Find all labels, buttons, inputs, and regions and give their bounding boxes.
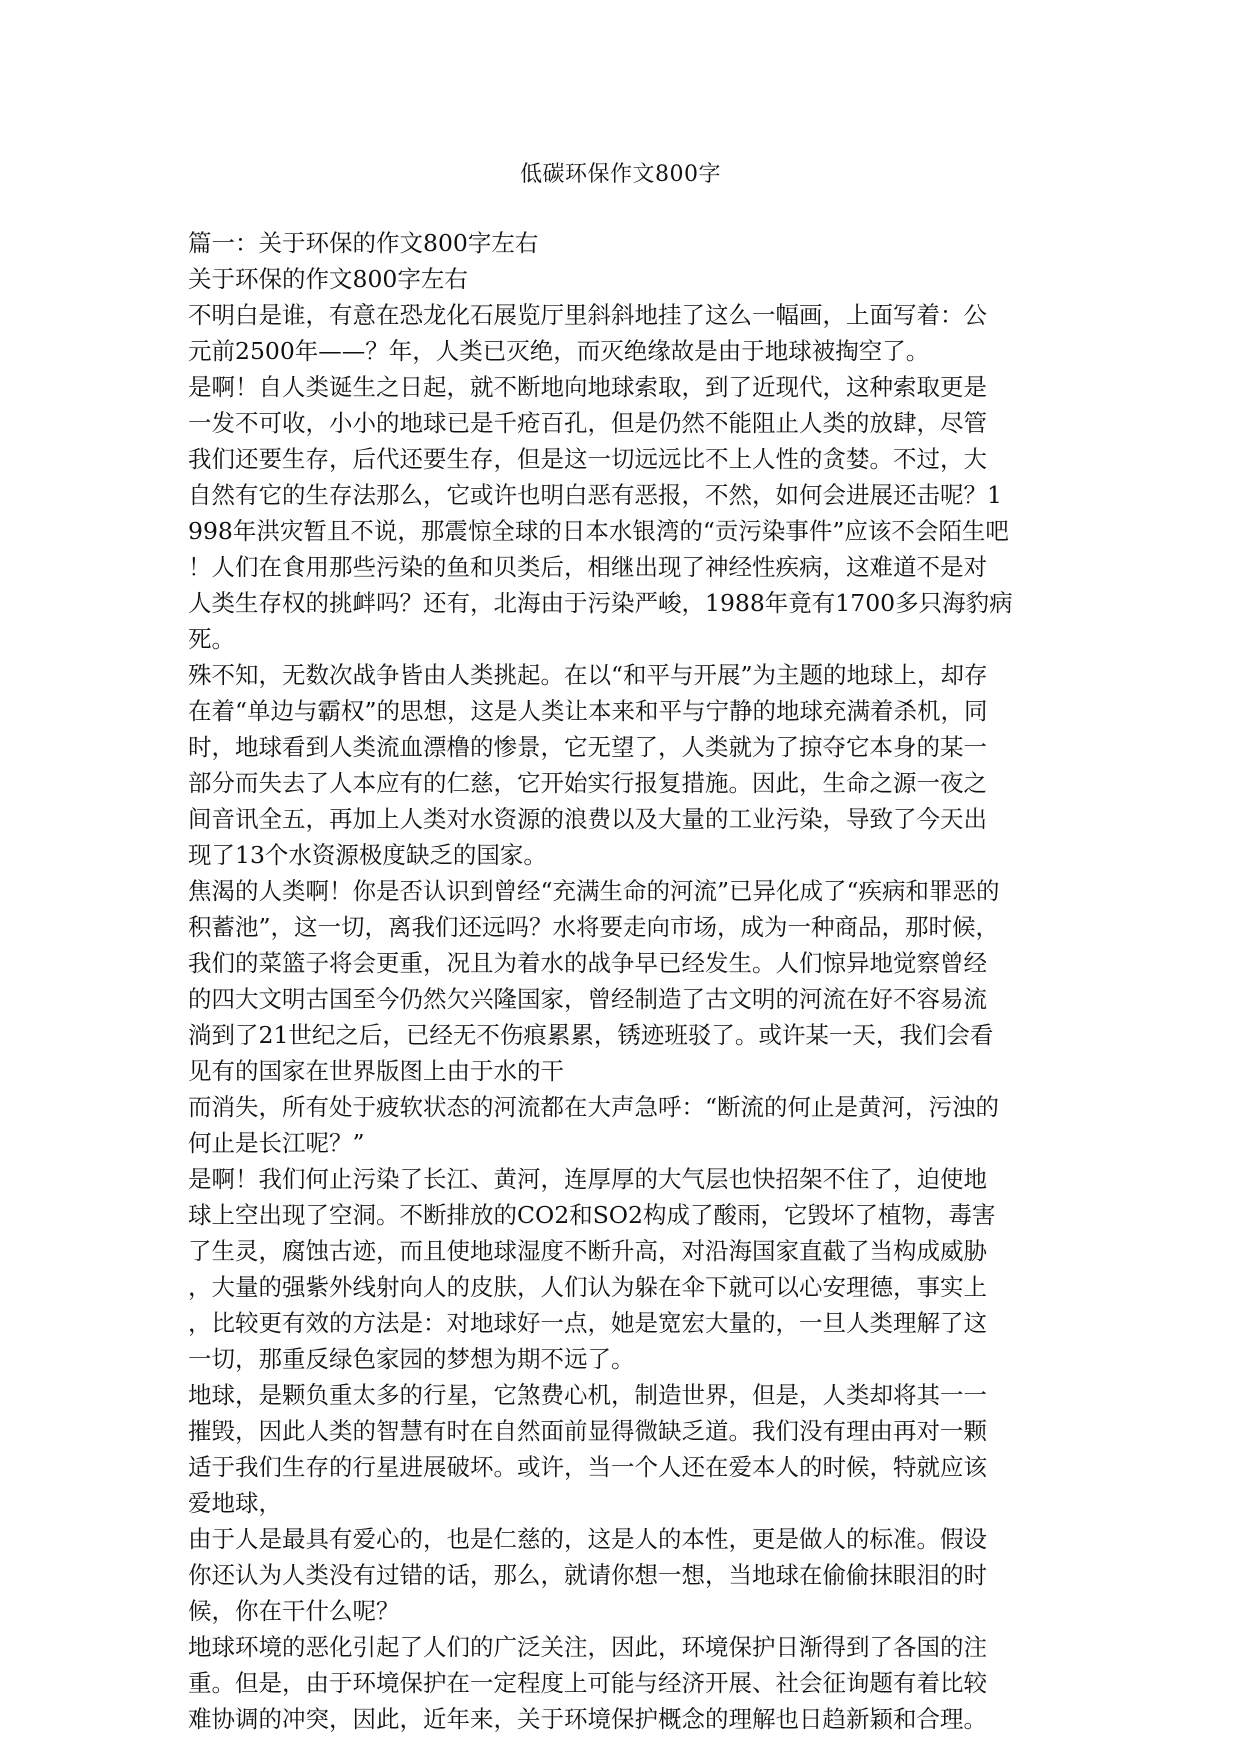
text-line: 由于人是最具有爱心的，也是仁慈的，这是人的本性，更是做人的标准。假设 (188, 1525, 987, 1553)
text-line: 不明白是谁，有意在恐龙化石展览厅里斜斜地挂了这么一幅画，上面写着：公 (188, 301, 987, 329)
text-line: 你还认为人类没有过错的话，那么，就请你想一想，当地球在偷偷抹眼泪的时 (188, 1561, 987, 1589)
text-line: 地球环境的恶化引起了人们的广泛关注，因此，环境保护日渐得到了各国的注 (188, 1633, 987, 1661)
text-line: 是啊！自人类诞生之日起，就不断地向地球索取，到了近现代，这种索取更是 (188, 373, 987, 401)
text-line: 间音讯全五，再加上人类对水资源的浪费以及大量的工业污染，导致了今天出 (188, 805, 987, 833)
text-line: 见有的国家在世界版图上由于水的干 (188, 1057, 564, 1085)
text-line: ，大量的强紫外线射向人的皮肤，人们认为躲在伞下就可以心安理德，事实上 (188, 1273, 987, 1301)
text-line: 适于我们生存的行星进展破坏。或许，当一个人还在爱本人的时候，特就应该 (188, 1453, 987, 1481)
text-line: 积蓄池”，这一切，离我们还远吗？水将要走向市场，成为一种商品，那时候， (188, 913, 1000, 941)
text-line: 的四大文明古国至今仍然欠兴隆国家，曾经制造了古文明的河流在好不容易流 (188, 985, 987, 1013)
text-line: 摧毁，因此人类的智慧有时在自然面前显得微缺乏道。我们没有理由再对一颗 (188, 1417, 987, 1445)
text-line: 自然有它的生存法那么，它或许也明白恶有恶报，不然，如何会进展还击呢？1 (188, 481, 1002, 509)
document-title: 低碳环保作文800字 (520, 162, 721, 187)
text-line: 一发不可收，小小的地球已是千疮百孔，但是仍然不能阻止人类的放肆，尽管 (188, 409, 987, 437)
text-line: 在着“单边与霸权”的思想，这是人类让本来和平与宁静的地球充满着杀机，同 (188, 697, 988, 725)
text-line: 现了13个水资源极度缺乏的国家。 (188, 841, 547, 869)
text-line: 殊不知，无数次战争皆由人类挑起。在以“和平与开展”为主题的地球上，却存 (188, 661, 988, 689)
text-line: 难协调的冲突，因此，近年来，关于环境保护概念的理解也日趋新颖和合理。 (188, 1705, 987, 1733)
text-line: 篇一：关于环保的作文800字左右 (188, 229, 539, 257)
text-line: 而消失，所有处于疲软状态的河流都在大声急呼：“断流的何止是黄河，污浊的 (188, 1093, 1000, 1121)
text-line: 死。 (188, 625, 235, 653)
text-line: 时，地球看到人类流血漂橹的惨景，它无望了，人类就为了掠夺它本身的某一 (188, 733, 987, 761)
text-line: 何止是长江呢？” (188, 1129, 365, 1157)
text-line: 了生灵，腐蚀古迹，而且使地球湿度不断升高，对沿海国家直截了当构成威胁 (188, 1237, 987, 1265)
text-line: 我们还要生存，后代还要生存，但是这一切远远比不上人性的贪婪。不过，大 (188, 445, 987, 473)
text-line: 关于环保的作文800字左右 (188, 265, 468, 293)
text-line: 地球，是颗负重太多的行星，它煞费心机，制造世界，但是，人类却将其一一 (188, 1381, 987, 1409)
text-line: 998年洪灾暂且不说，那震惊全球的日本水银湾的“贡污染事件”应该不会陌生吧 (188, 517, 1009, 545)
text-line: 部分而失去了人本应有的仁慈，它开始实行报复措施。因此，生命之源一夜之 (188, 769, 987, 797)
text-line: 焦渴的人类啊！你是否认识到曾经“充满生命的河流”已异化成了“疾病和罪恶的 (188, 877, 1000, 905)
text-line: 是啊！我们何止污染了长江、黄河，连厚厚的大气层也快招架不住了，迫使地 (188, 1165, 987, 1193)
document-body (188, 225, 1048, 1737)
text-line: 淌到了21世纪之后，已经无不伤痕累累，锈迹班驳了。或许某一天，我们会看 (188, 1021, 994, 1049)
text-line: 重。但是，由于环境保护在一定程度上可能与经济开展、社会征询题有着比较 (188, 1669, 987, 1697)
text-line: 候，你在干什么呢？ (188, 1597, 400, 1625)
text-line: ，比较更有效的方法是：对地球好一点，她是宽宏大量的，一旦人类理解了这 (188, 1309, 987, 1337)
text-line: 我们的菜篮子将会更重，况且为着水的战争早已经发生。人们惊异地觉察曾经 (188, 949, 987, 977)
text-line: 元前2500年——？年，人类已灭绝，而灭绝缘故是由于地球被掏空了。 (188, 337, 930, 365)
text-line: 一切，那重反绿色家园的梦想为期不远了。 (188, 1345, 635, 1373)
text-line: ！人们在食用那些污染的鱼和贝类后，相继出现了神经性疾病，这难道不是对 (188, 553, 987, 581)
text-line: 人类生存权的挑衅吗？还有，北海由于污染严峻，1988年竟有1700多只海豹病 (188, 589, 1013, 617)
text-line: 球上空出现了空洞。不断排放的CO2和SO2构成了酸雨，它毁坏了植物，毒害 (188, 1201, 996, 1229)
text-line: 爱地球， (188, 1489, 282, 1517)
